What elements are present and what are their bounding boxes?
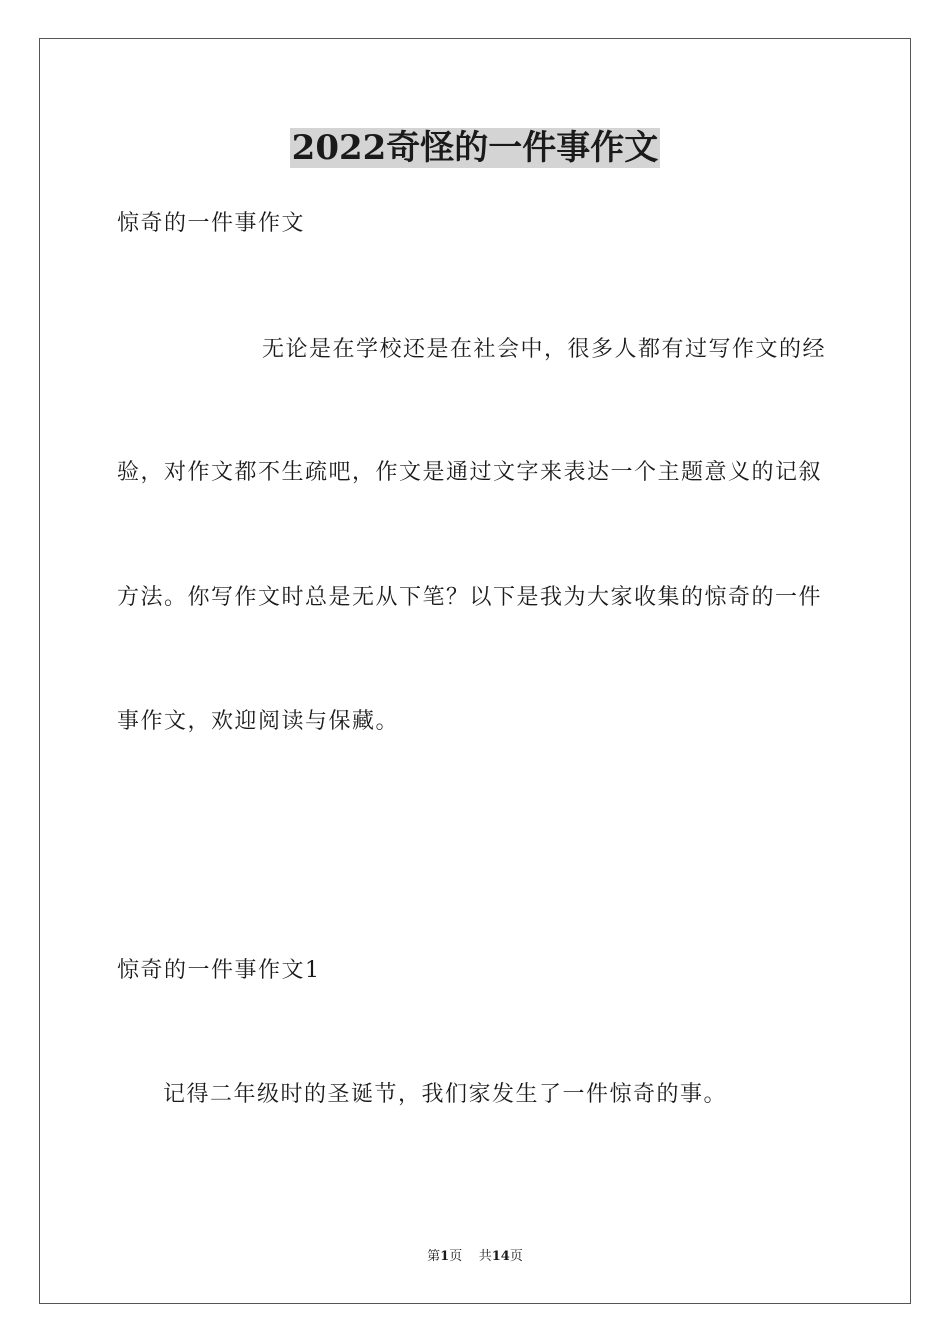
document-title <box>0 126 950 170</box>
paragraph-line: 事作文，欢迎阅读与保藏。 <box>117 709 400 734</box>
page-footer <box>0 1248 950 1266</box>
footer-middle: 页 共 <box>449 1249 492 1264</box>
footer-total-pages: 14 <box>491 1249 510 1264</box>
footer-prefix: 第 <box>427 1249 441 1264</box>
paragraph-line: 方法。你写作文时总是无从下笔？以下是我为大家收集的惊奇的一件 <box>117 585 823 610</box>
paragraph-line: 验，对作文都不生疏吧，作文是通过文字来表达一个主题意义的记叙 <box>117 460 823 485</box>
document-title-text: 2022奇怪的一件事作文 <box>291 128 659 168</box>
section-heading: 惊奇的一件事作文1 <box>117 958 321 983</box>
paragraph-line: 记得二年级时的圣诞节，我们家发生了一件惊奇的事。 <box>163 1082 728 1107</box>
footer-page-number: 1 <box>440 1249 450 1264</box>
footer-suffix: 页 <box>509 1249 523 1264</box>
section-heading: 惊奇的一件事作文 <box>117 211 306 236</box>
paragraph-line: 无论是在学校还是在社会中，很多人都有过写作文的经 <box>262 337 827 362</box>
